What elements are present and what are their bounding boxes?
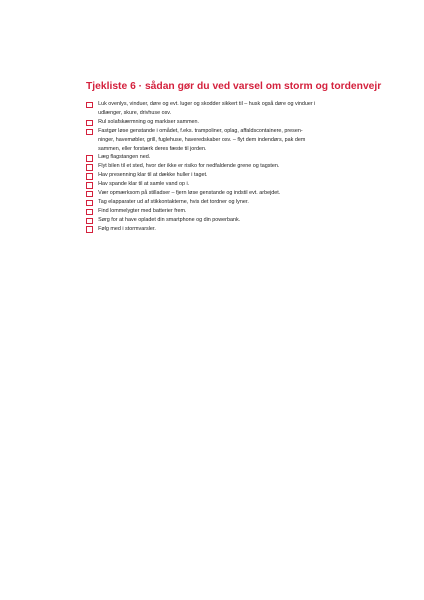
checkbox-icon[interactable] — [86, 173, 93, 180]
checklist-item-text — [98, 153, 366, 162]
checklist-item-line: Fastgør løse genstande i omådet, f.eks. trampoliner, oplag, affaldscontainere, presen- — [98, 127, 303, 134]
checklist-item-text — [98, 180, 366, 189]
checklist-item-line: Luk ovenlys, vinduer, døre og evt. luger og skodder sikkert til – husk også døre og vinduer i — [98, 101, 316, 107]
checklist-item — [86, 225, 366, 234]
checklist-item-text — [98, 171, 366, 180]
checklist-item — [86, 118, 366, 127]
checklist-item-line: Flyt bilen til et sted, hvor der ikke er risiko for nedfaldende grene og tagsten. — [98, 163, 280, 170]
checklist-item — [86, 100, 366, 118]
checkbox-icon[interactable] — [86, 155, 93, 162]
checkbox-icon[interactable] — [86, 226, 93, 233]
checklist-item-line: Find lommelygter med batterier frem. — [98, 207, 187, 214]
checklist-item — [86, 162, 366, 171]
checklist-item-text — [98, 198, 366, 207]
checklist-item-line: Tag elapparater ud af stikkontakterne, hvis det tordner og lyner. — [98, 198, 249, 205]
checklist — [86, 100, 366, 234]
checkbox-icon[interactable] — [86, 102, 93, 109]
checklist-item-text — [98, 189, 366, 198]
checklist-item — [86, 180, 366, 189]
checklist-item — [86, 189, 366, 198]
checklist-item-text — [98, 225, 366, 234]
checkbox-icon[interactable] — [86, 120, 93, 127]
checkbox-icon[interactable] — [86, 182, 93, 189]
checklist-item — [86, 198, 366, 207]
checkbox-icon[interactable] — [86, 191, 93, 198]
checklist-item-text — [98, 127, 366, 154]
checkbox-icon[interactable] — [86, 164, 93, 171]
checklist-item-line: sammen, eller forstærk deres fæste til jorden. — [98, 145, 207, 152]
checklist-item-line: Hav spande klar til at samle vand op i. — [98, 181, 190, 188]
checklist-item-line: Følg med i stormvarsler. — [98, 225, 156, 232]
checklist-item-text — [98, 118, 366, 127]
checklist-item-line: Rul solafskærmning og markiser sammen. — [98, 118, 200, 125]
checklist-item — [86, 127, 366, 154]
page-title: Tjekliste 6 · sådan gør du ved varsel om storm og tordenvejr — [86, 81, 382, 92]
checkbox-icon[interactable] — [86, 218, 93, 225]
checkbox-icon[interactable] — [86, 129, 93, 136]
checklist-item — [86, 216, 366, 225]
checklist-item-text — [98, 162, 366, 171]
checklist-item-text — [98, 100, 366, 118]
checklist-item-line: ninger, havemøbler, grill, fuglehuse, haveredskaber osv. – flyt dem indendørs, pak dem — [98, 136, 306, 143]
checklist-item — [86, 153, 366, 162]
checklist-item-line: udlænger, skure, drivhuse osv. — [98, 109, 172, 116]
checkbox-icon[interactable] — [86, 209, 93, 216]
checklist-item-line: Sørg for at have opladet din smartphone og din powerbank. — [98, 216, 241, 223]
checklist-item-line: Læg flagstangen ned. — [98, 154, 151, 161]
checkbox-icon[interactable] — [86, 200, 93, 207]
checklist-item-text — [98, 207, 366, 216]
checklist-item — [86, 207, 366, 216]
checklist-item-text — [98, 216, 366, 225]
checklist-item-line: Vær opmærksom på stilladser – fjern løse genstande og indstil evt. arbejdet. — [98, 190, 281, 197]
checklist-item-line: Hav presenning klar til at dække huller i taget. — [98, 172, 208, 179]
checklist-item — [86, 171, 366, 180]
